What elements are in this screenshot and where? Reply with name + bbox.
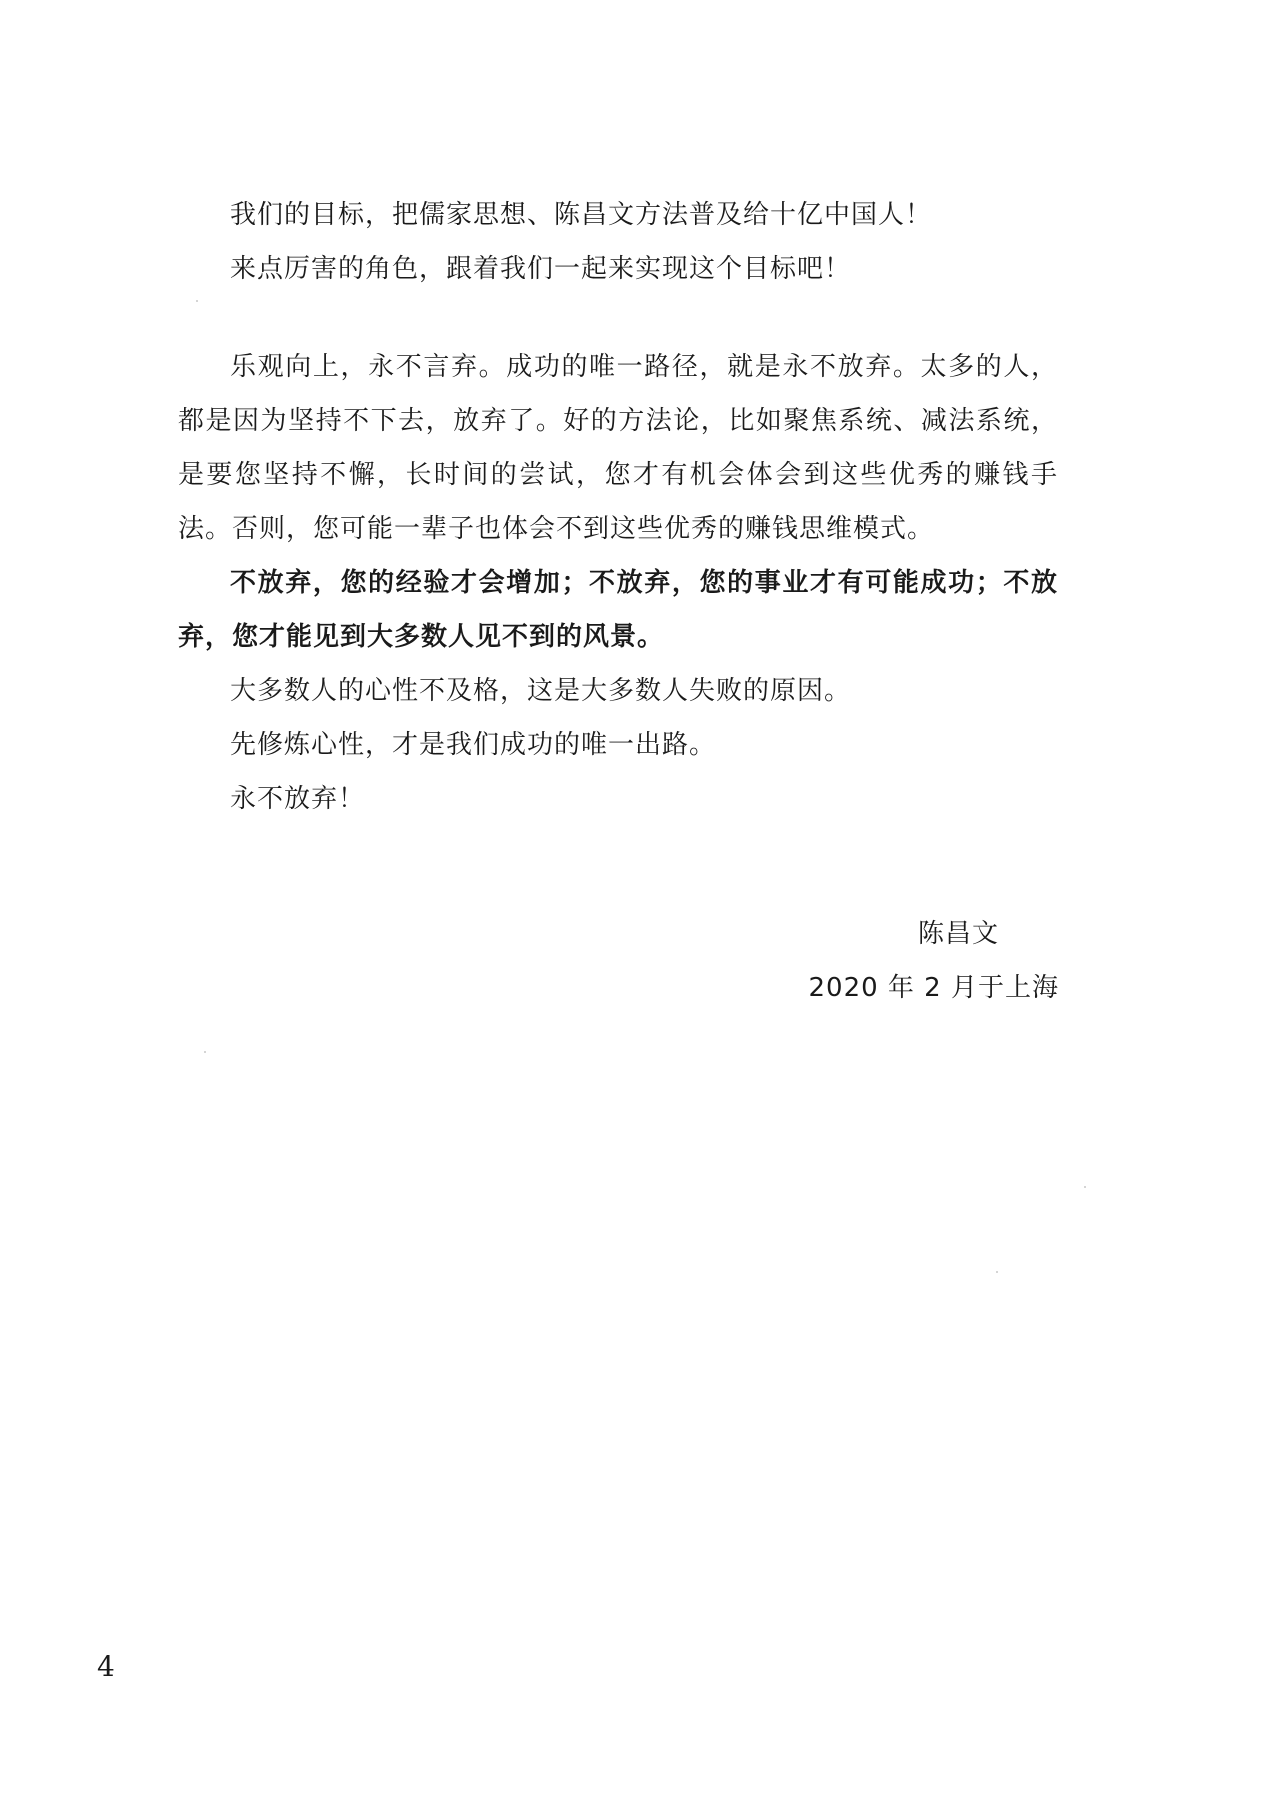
signature-block: [808, 907, 1059, 1015]
body-paragraph: 先修炼心性，才是我们成功的唯一出路。: [230, 730, 717, 760]
scan-speck: [196, 300, 198, 302]
main-section: [178, 340, 1058, 826]
goal-section: [178, 188, 1058, 296]
goal-paragraph: 我们的目标，把儒家思想、陈昌文方法普及给十亿中国人！: [230, 200, 933, 230]
date-place: 2020 年 2 月于上海: [808, 973, 1059, 1003]
goal-paragraph: 来点厉害的角色，跟着我们一起来实现这个目标吧！: [230, 254, 852, 284]
page-number: 4: [97, 1650, 115, 1683]
scan-speck: [996, 1271, 998, 1273]
body-paragraph: 乐观向上，永不言弃。成功的唯一路径，就是永不放弃。太多的人，都是因为坚持不下去，放弃了。好的方法论，比如聚焦系统、减法系统，是要您坚持不懈，长时间的尝试，您才有机会体会到这些优秀的赚钱手法。否则，您可能一辈子也体会不到这些优秀的赚钱思维模式。: [178, 352, 1058, 544]
body-paragraph: 永不放弃！: [230, 784, 366, 814]
scan-speck: [204, 1051, 206, 1053]
author-name: 陈昌文: [917, 919, 999, 949]
scan-speck: [1084, 1186, 1086, 1188]
body-paragraph: 大多数人的心性不及格，这是大多数人失败的原因。: [230, 676, 852, 706]
emphasis-paragraph: 不放弃，您的经验才会增加；不放弃，您的事业才有可能成功；不放弃，您才能见到大多数人见不到的风景。: [178, 568, 1058, 652]
